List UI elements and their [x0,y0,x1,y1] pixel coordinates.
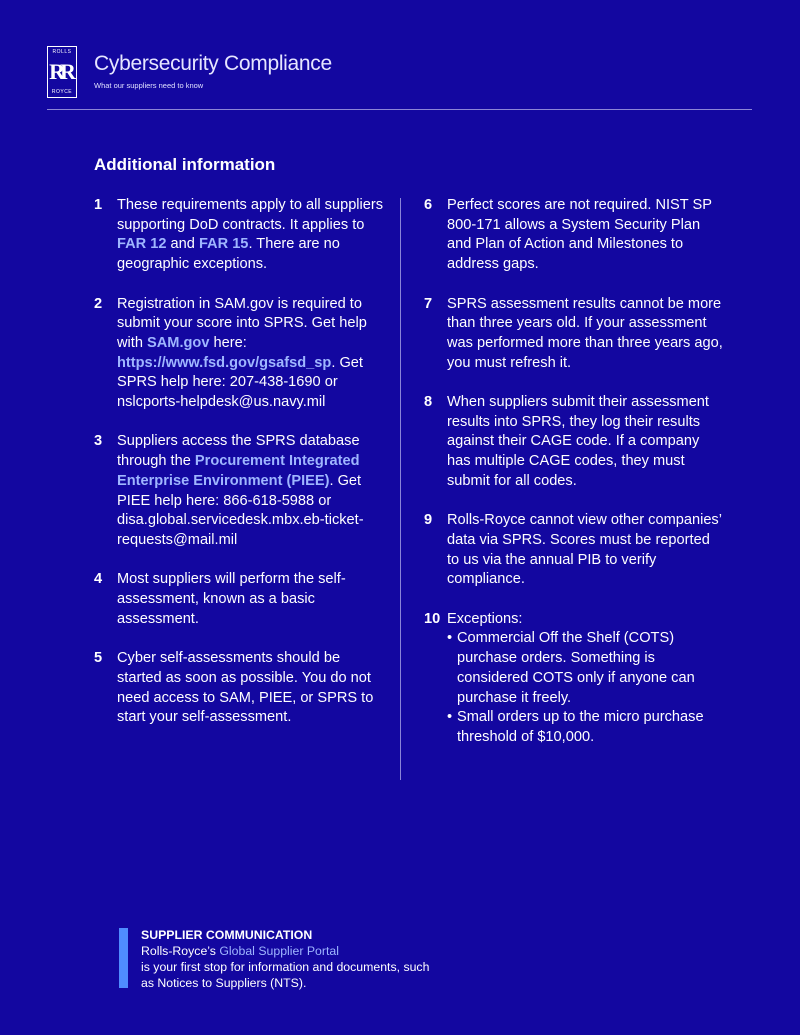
list-item [94,196,386,275]
list-item [94,649,386,728]
item-number: 5 [94,650,103,667]
list-item [94,295,386,413]
logo-top-text: ROLLS [52,49,72,55]
far-15-link[interactable]: FAR 15 [198,236,249,253]
item-text: SPRS assessment results cannot be more than three years old. If your assessment was performed more than three years ago, you must refresh it. [447,295,723,371]
exception-item [447,708,724,747]
exception-text: Commercial Off the Shelf (COTS) purchase orders. Something is considered COTS only if anyone can purchase it freely. [457,630,695,706]
callout-body: is your first stop for information and documents, such as Notices to Suppliers (NTS). [141,960,430,990]
text-run: These requirements apply to all suppliers supporting DoD contracts. It applies to [117,197,384,233]
list-item [424,295,724,374]
list-item [424,511,724,590]
item-number: 10 [424,610,441,627]
bullet-icon: • [447,630,453,647]
document-subtitle: What our suppliers need to know [94,81,204,90]
exceptions-label: Exceptions: [447,610,523,627]
far-12-link[interactable]: FAR 12 [117,236,167,253]
item-number: 7 [424,295,433,312]
text-run: here: [209,334,247,351]
item-number: 8 [424,394,433,410]
text-run: and [166,236,199,253]
list-item [424,610,724,748]
global-supplier-portal-link[interactable]: Global Supplier Portal [219,944,339,958]
text-run: Suppliers access the SPRS database through the [117,433,360,470]
logo-monogram: RR [49,59,71,84]
supplier-communication-callout [141,927,431,991]
fsd-gov-link[interactable]: https://www.fsd.gov/gsafsd_sp [117,354,332,371]
document-title: Cybersecurity Compliance [94,52,332,75]
callout-heading: SUPPLIER COMMUNICATION [141,928,313,942]
item-text [447,610,724,748]
callout-text: Rolls-Royce’s [141,944,220,958]
list-item [94,432,386,550]
item-number: 4 [94,571,103,588]
bullet-icon: • [447,709,453,726]
right-column [424,196,724,767]
exception-text: Small orders up to the micro purchase threshold of $10,000. [457,709,704,745]
list-item [424,196,724,275]
text-run: . Get SPRS help here: 207-438-1690 or nslcports-helpdesk@us.navy.mil [117,354,363,411]
item-text: Perfect scores are not required. NIST SP 800-171 allows a System Security Plan and Plan of Action and Milestones to address gaps. [447,197,712,273]
column-divider [400,198,401,780]
callout-accent-bar [119,928,128,988]
callout-line [141,943,431,959]
sam-gov-link[interactable]: SAM.gov [147,334,210,351]
section-title: Additional information [94,155,276,174]
item-text [117,432,386,550]
rolls-royce-logo [47,46,77,98]
exceptions-list [447,629,724,747]
item-number: 6 [424,197,433,213]
exception-item [447,629,724,708]
logo-bottom-text: ROYCE [51,89,73,95]
item-number: 1 [94,197,103,213]
header-divider [47,109,752,110]
item-text: When suppliers submit their assessment results into SPRS, they log their results against their CAGE code. If a company has multiple CAGE codes, they must submit for all codes. [447,394,709,489]
text-run: Registration in SAM.gov is required to submit your score into SPRS. Get help with [117,295,367,351]
left-column [94,196,386,748]
list-item [424,393,724,492]
text-run: . Get PIEE help here: 866-618-5988 or disa.global.servicedesk.mbx.eb-ticket-requests@mail.mil [117,472,364,548]
list-item [94,570,386,629]
item-text: Most suppliers will perform the self-assessment, known as a basic assessment. [117,571,346,627]
item-text: Rolls-Royce cannot view other companies’ data via SPRS. Scores must be reported to us via the annual PIB to verify compliance. [447,512,722,588]
item-number: 9 [424,512,433,529]
piee-link[interactable]: Procurement Integrated Enterprise Environment (PIEE) [117,453,360,489]
item-number: 3 [94,433,103,450]
item-text [117,295,386,413]
item-text: Cyber self-assessments should be started as soon as possible. You do not need access to SAM, PIEE, or SPRS to start your self-assessment. [117,650,374,726]
item-text [117,196,386,275]
item-number: 2 [94,295,103,312]
text-run: . There are no geographic exceptions. [117,236,340,273]
